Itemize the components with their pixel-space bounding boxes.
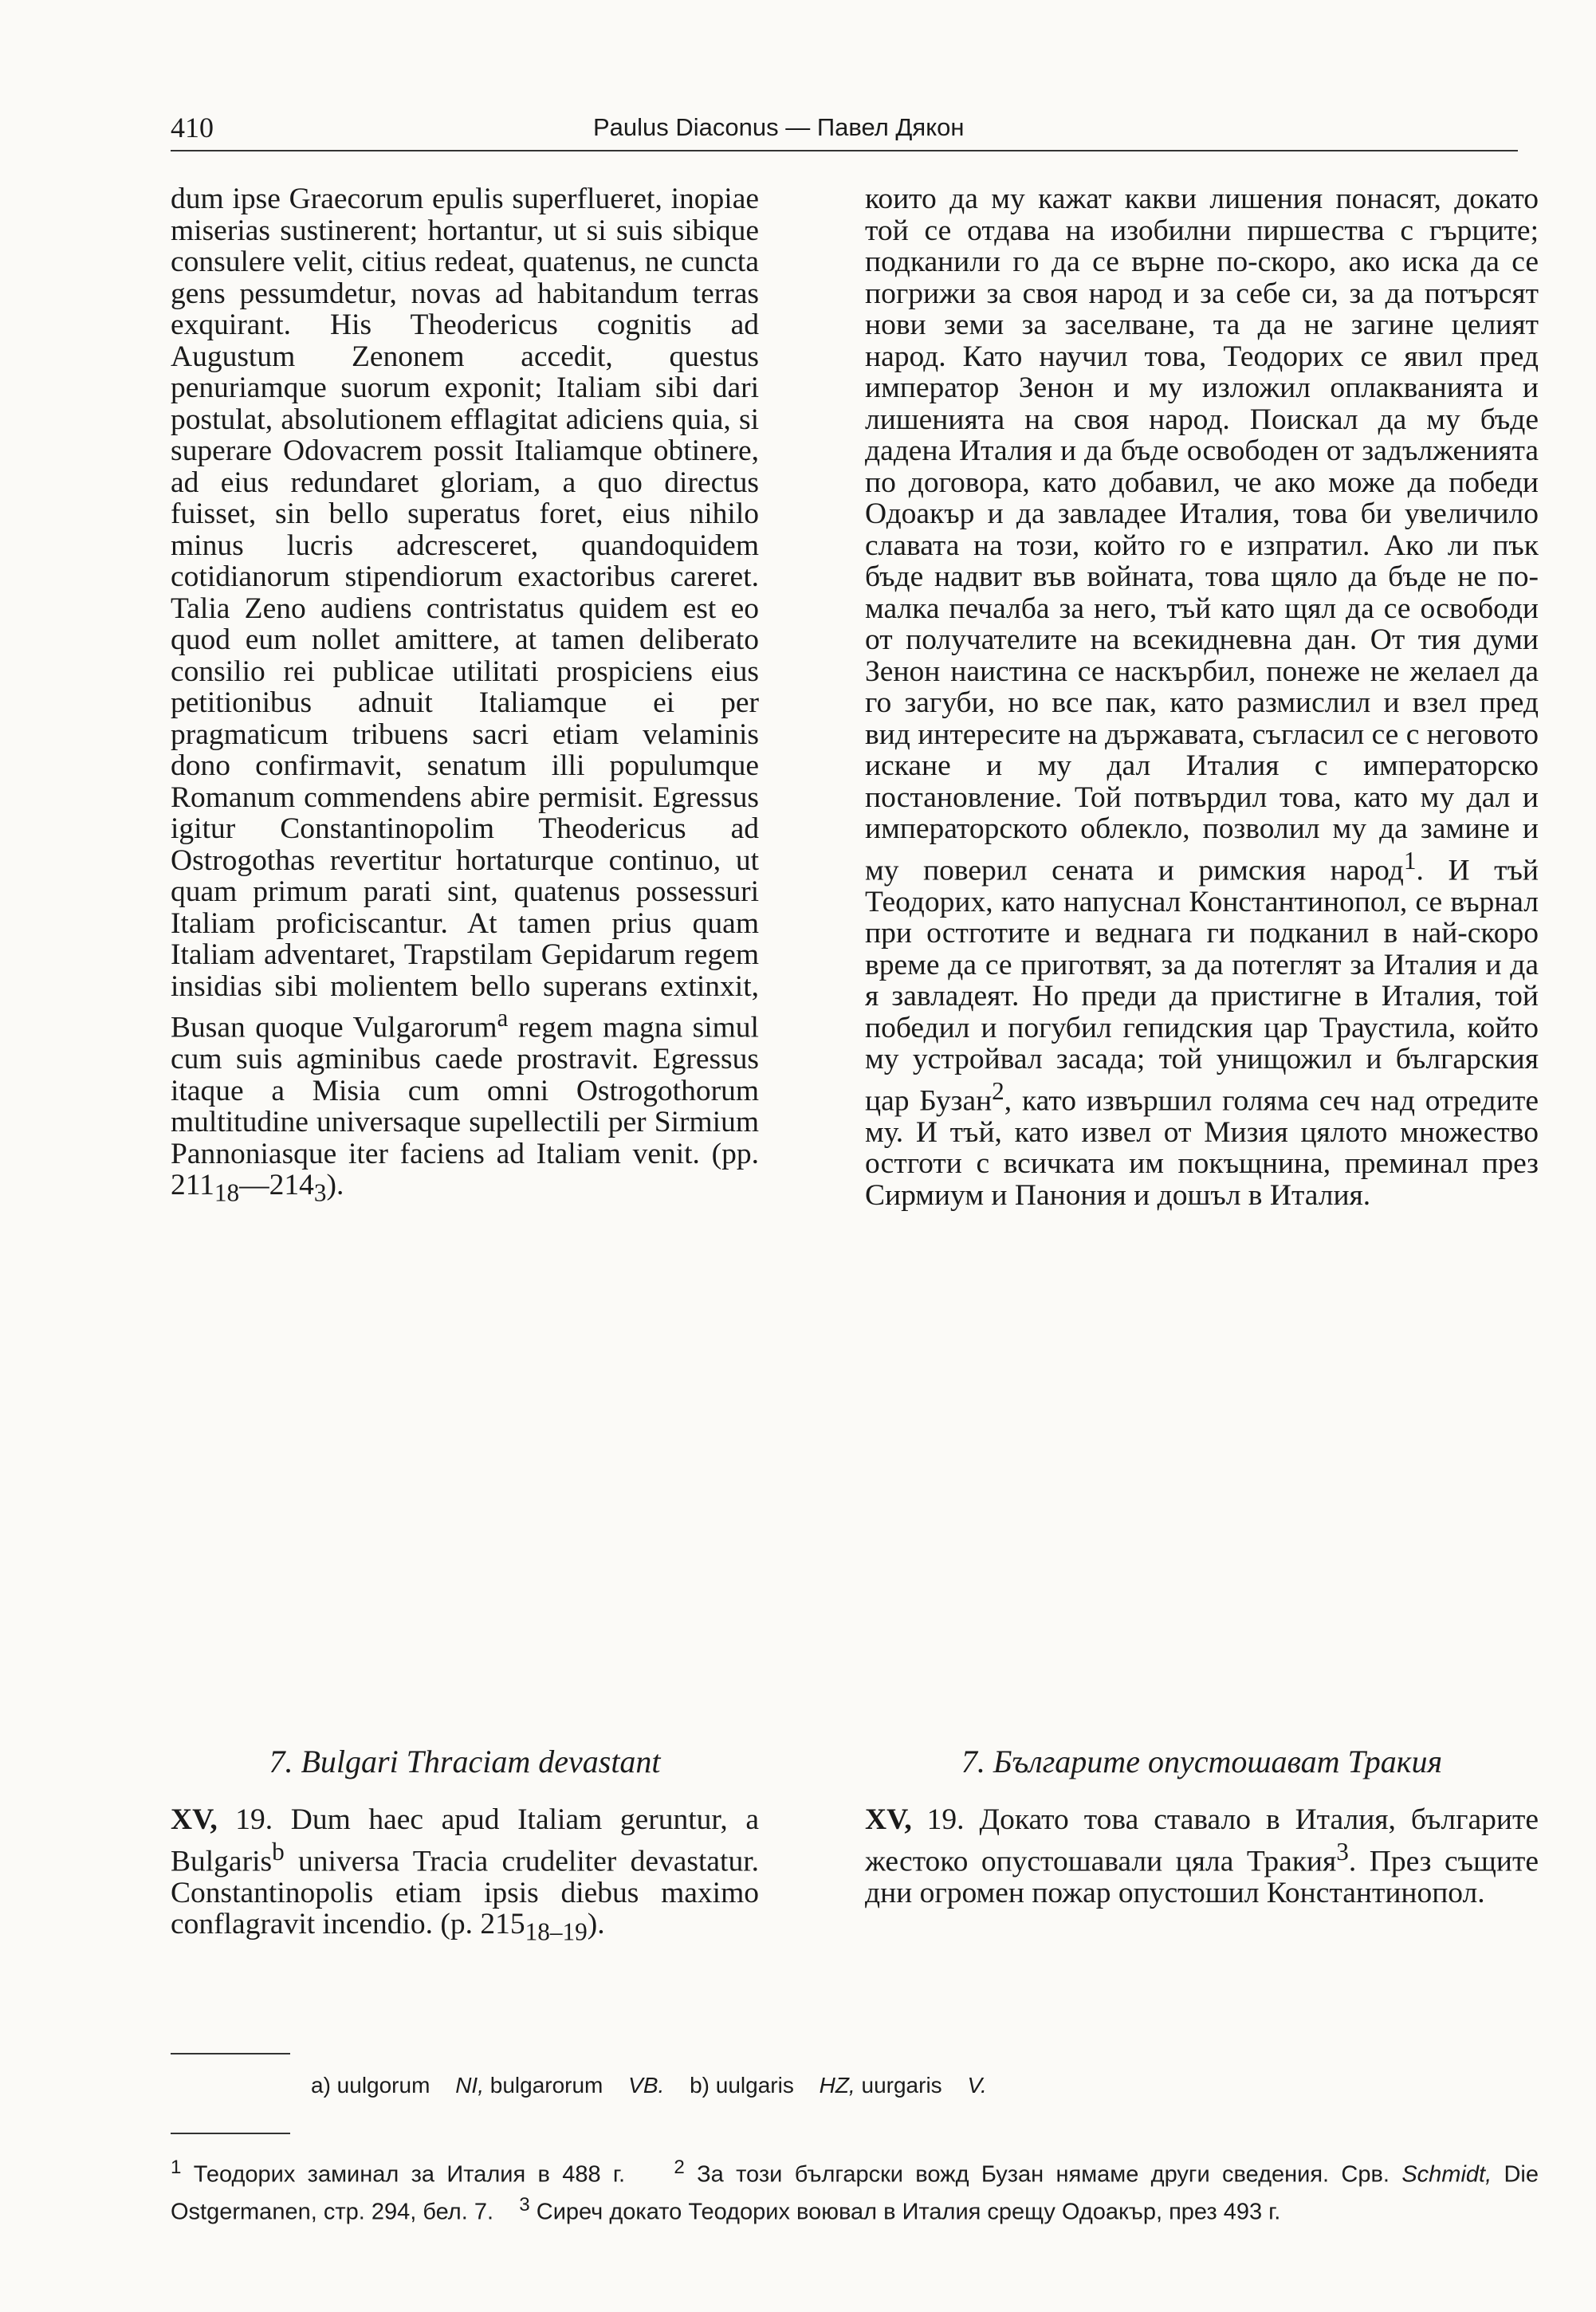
bulgarian-text-end: , като извършил голяма сеч над отредите му. И тъй, като извел от Мизия цялото множество остготи с всичката им покъщнина, преминал през Сирмиум и Панония и дошъл в Италия. xyxy=(865,1084,1539,1212)
note-marker-3: 3 xyxy=(1336,1837,1349,1866)
footnote-2: За този български вожд Бузан нямаме други сведения. Срв. xyxy=(684,2161,1402,2188)
bulgarian-section-title: 7. Българите опустошават Тракия xyxy=(961,1744,1443,1779)
latin-reference-2: (p. $215_{18-19}$). xyxy=(440,1908,605,1946)
apparatus-rule xyxy=(171,2053,290,2054)
bulgarian-section-number: XV, xyxy=(865,1803,912,1836)
latin-paragraph-1 xyxy=(171,183,759,1209)
apparatus-note-b: b) uulgaris HZ, uurgaris V. xyxy=(690,2073,987,2098)
footnote-2-author: Schmidt, xyxy=(1401,2161,1492,2188)
footnote-3-number: 3 xyxy=(519,2193,530,2216)
latin-section-number: XV, xyxy=(171,1803,218,1836)
latin-section-text xyxy=(171,1804,759,1948)
note-marker-2: 2 xyxy=(992,1076,1004,1105)
latin-section-title: 7. Bulgari Thraciam devastant xyxy=(269,1744,661,1779)
footnote-3: Сиреч докато Теодорих воювал в Италия срещу Одоакър, през 493 г. xyxy=(529,2199,1281,2225)
critical-apparatus xyxy=(311,2073,1347,2098)
page-number: 410 xyxy=(171,112,214,144)
bulgarian-text-mid: . И тъй Теодорих, като напуснал Константинопол, се върнал при остготите и веднага ги подканил в най-скоро време да се приготвят, за да потеглят за Италия и да я завладеят. Но преди да пристигне в Италия, той победил и погубил гепидския цар Траустила, който му устройвал засада; той унищожил и българския цар Бузан xyxy=(865,854,1539,1117)
latin-text-column xyxy=(171,183,759,1209)
header-rule xyxy=(171,150,1518,151)
footnotes xyxy=(171,2153,1539,2227)
bulgarian-paragraph-1 xyxy=(865,183,1539,1211)
bulgarian-text-column xyxy=(865,183,1539,1211)
latin-text: dum ipse Graecorum epulis superflueret, inopiae miserias sustinerent; hortantur, ut si suis sibique consulere velit, citius redeat, quatenus, ne cuncta gens pessumdetur, novas ad habitandum terras exquirant. His Theodericus cognitis ad Augustum Zenonem accedit, questus penuriamque suorum exponit; Italiam sibi dari postulat, absolutionem efflagitat adiciens quia, si superare Odovacrem possit Italiamque obtinere, ad eius redundaret gloriam, a quo directus fuisset, sin bello superatus foret, eius nihilo minus lucris adcresceret, quandoquidem cotidianorum stipendiorum exactoribus careret. Talia Zeno audiens contristatus quidem est eo quod eum nollet amittere, at tamen deliberato consilio rei publicae utilitati prospiciens eius petitionibus adnuit Italiamque ei per pragmaticum tribuens sacri etiam velaminis dono confirmavit, senatum illi populumque Romanum commendens abire permisit. Egressus igitur Constantinopolim Theodericus ad Ostrogothas revertitur hortaturque continuo, ut quam primum parati sint, quatenus possessuri Italiam proficiscantur. At tamen prius quam Italiam adventaret, Trapstilam Gepidarum regem insidias sibi molientem bello superans extinxit, Busan quoque Vulgarorum xyxy=(171,183,759,1044)
note-marker-1: 1 xyxy=(1403,846,1417,875)
footnote-1: Теодорих заминал за Италия в 488 г. xyxy=(181,2161,626,2188)
footnote-1-number: 1 xyxy=(171,2157,182,2178)
latin-text-end: regem magna simul cum suis agminibus caede prostravit. Egressus itaque a Misia cum omni Ostrogothorum multitudine universaque supellectili per Sirmium Pannoniasque iter faciens ad Italiam venit. xyxy=(171,1011,759,1170)
bulgarian-text: които да му кажат какви лишения понасят, докато той се отдава на изобилни пиршества с гърците; подканили го да се върне по-скоро, ако иска да се погрижи за своя народ и за себе си, за да потърсят нови земи за заселване, та да не загине целият народ. Като научил това, Теодорих се явил пред император Зенон и му изложил оплакванията и лишенията на своя народ. Поискал да му бъде дадена Италия и да бъде освободен от задълженията по договора, като добавил, че ако може да победи Одоакър и да завладее Италия, това би увеличило славата на този, който го е изпратил. Ако ли пък бъде надвит във войната, това щяло да бъде не по-малка печалба за него, тъй като щял да се освободи от получателите на всекидневна дан. От тия думи Зенон наистина се наскърбил, понеже не желаел да го загуби, но все пак, като размислил и взел пред вид интересите на държавата, съгласил се с неговото искане и му дал Италия с императорско постановление. Той потвърдил това, като му дал и императорското облекло, позволил му да замине и му поверил сената и римския народ xyxy=(865,183,1539,887)
note-marker-a: a xyxy=(497,1004,509,1032)
footnote-2-number: 2 xyxy=(674,2157,685,2178)
apparatus-note-a: a) uulgorum NI, bulgarorum VB. xyxy=(311,2073,665,2098)
latin-paragraph-2: XV, 19. Dum haec apud Italiam geruntur, a Bulgaris$^b$ universa Tracia crudeliter devastatur. Constantinopolis etiam ipsis diebus maximo conflagravit incendio. (p. $215_{18-19}$). xyxy=(171,1803,759,1946)
page-header xyxy=(171,112,1526,144)
running-title: Paulus Diaconus — Павел Дякон xyxy=(593,113,965,141)
footnote-rule xyxy=(171,2133,290,2134)
bulgarian-paragraph-2: XV, 19. Докато това ставало в Италия, българите жестоко опустошавали цяла Тракия$^3$. През същите дни огромен пожар опустошил Константинопол. xyxy=(865,1803,1539,1909)
bulgarian-section-text xyxy=(865,1804,1539,1909)
footnotes-text: $^1$ Теодорих заминал за Италия в 488 г. $^2$ За този български вожд Бузан нямаме други сведения. Срв. Schmidt, Die Ostgermanen, стр. 294, бел. 7. $^3$ Сиреч докато Теодорих воювал в Италия срещу Одоакър, през 493 г. xyxy=(171,2157,1539,2225)
latin-reference-1: (pp. $211_{18}—214_3$). xyxy=(171,1137,759,1207)
note-marker-b: b xyxy=(272,1837,285,1866)
